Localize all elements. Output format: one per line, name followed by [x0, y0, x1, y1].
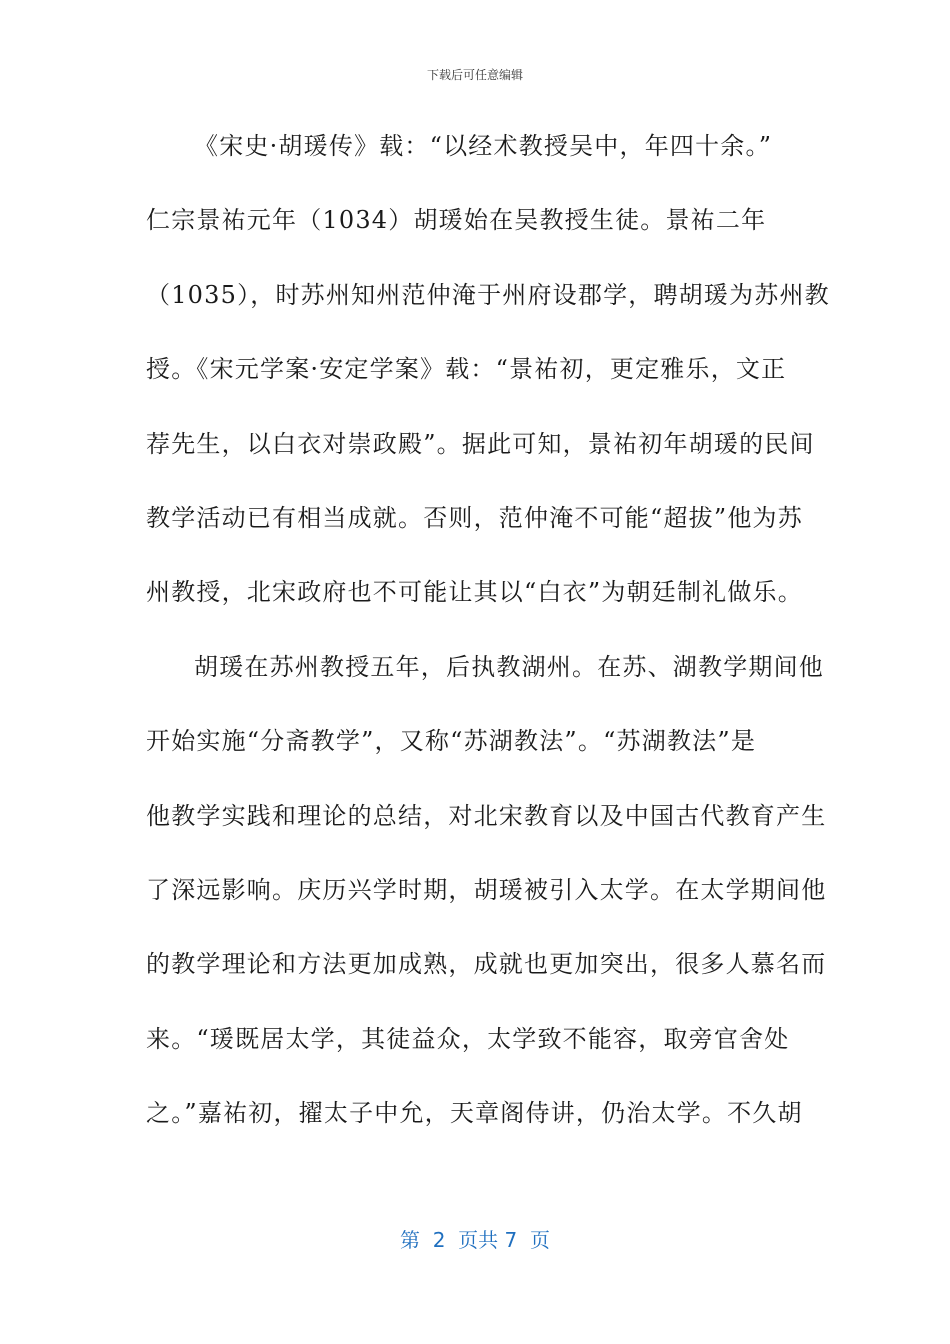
paragraph-line: 荐先生，以白衣对崇政殿”。据此可知，景祐初年胡瑗的民间 — [146, 429, 815, 458]
paragraph-line: 他教学实践和理论的总结，对北宋教育以及中国古代教育产生 — [146, 801, 827, 830]
paragraph-line: 胡瑗在苏州教授五年，后执教湖州。在苏、湖教学期间他 — [194, 652, 824, 681]
paragraph-line: 教学活动已有相当成就。否则，范仲淹不可能“超拔”他为苏 — [146, 503, 803, 532]
paragraph-line: 之。”嘉祐初，擢太子中允，天章阁侍讲，仍治太学。不久胡 — [146, 1099, 803, 1128]
paragraph-line: 《宋史·胡瑗传》载：“以经术教授吴中，年四十余。” — [194, 132, 773, 160]
paragraph-line: 了深远影响。庆历兴学时期，胡瑗被引入太学。在太学期间他 — [146, 875, 827, 904]
paragraph-line: 州教授，北宋政府也不可能让其以“白衣”为朝廷制礼做乐。 — [146, 578, 803, 607]
page-number: 第 2 页共 7 页 — [400, 1228, 550, 1252]
paragraph-line: 授。《宋元学案·安定学案》载：“景祐初，更定雅乐，文正 — [146, 355, 787, 384]
body-text — [146, 120, 830, 1161]
page-header: 下载后可任意编辑 — [426, 68, 523, 82]
paragraph-line: 的教学理论和方法更加成熟，成就也更加突出，很多人慕名而 — [146, 950, 827, 979]
paragraph-line: 来。“瑗既居太学，其徒益众，太学致不能容，取旁官舍处 — [146, 1024, 790, 1053]
paragraph-line: 仁宗景祐元年（1034）胡瑗始在吴教授生徒。景祐二年 — [146, 206, 767, 235]
paragraph-line: （1035），时苏州知州范仲淹于州府设郡学，聘胡瑗为苏州教 — [146, 280, 830, 309]
paragraph-line: 开始实施“分斋教学”，又称“苏湖教法”。“苏湖教法”是 — [146, 727, 757, 756]
